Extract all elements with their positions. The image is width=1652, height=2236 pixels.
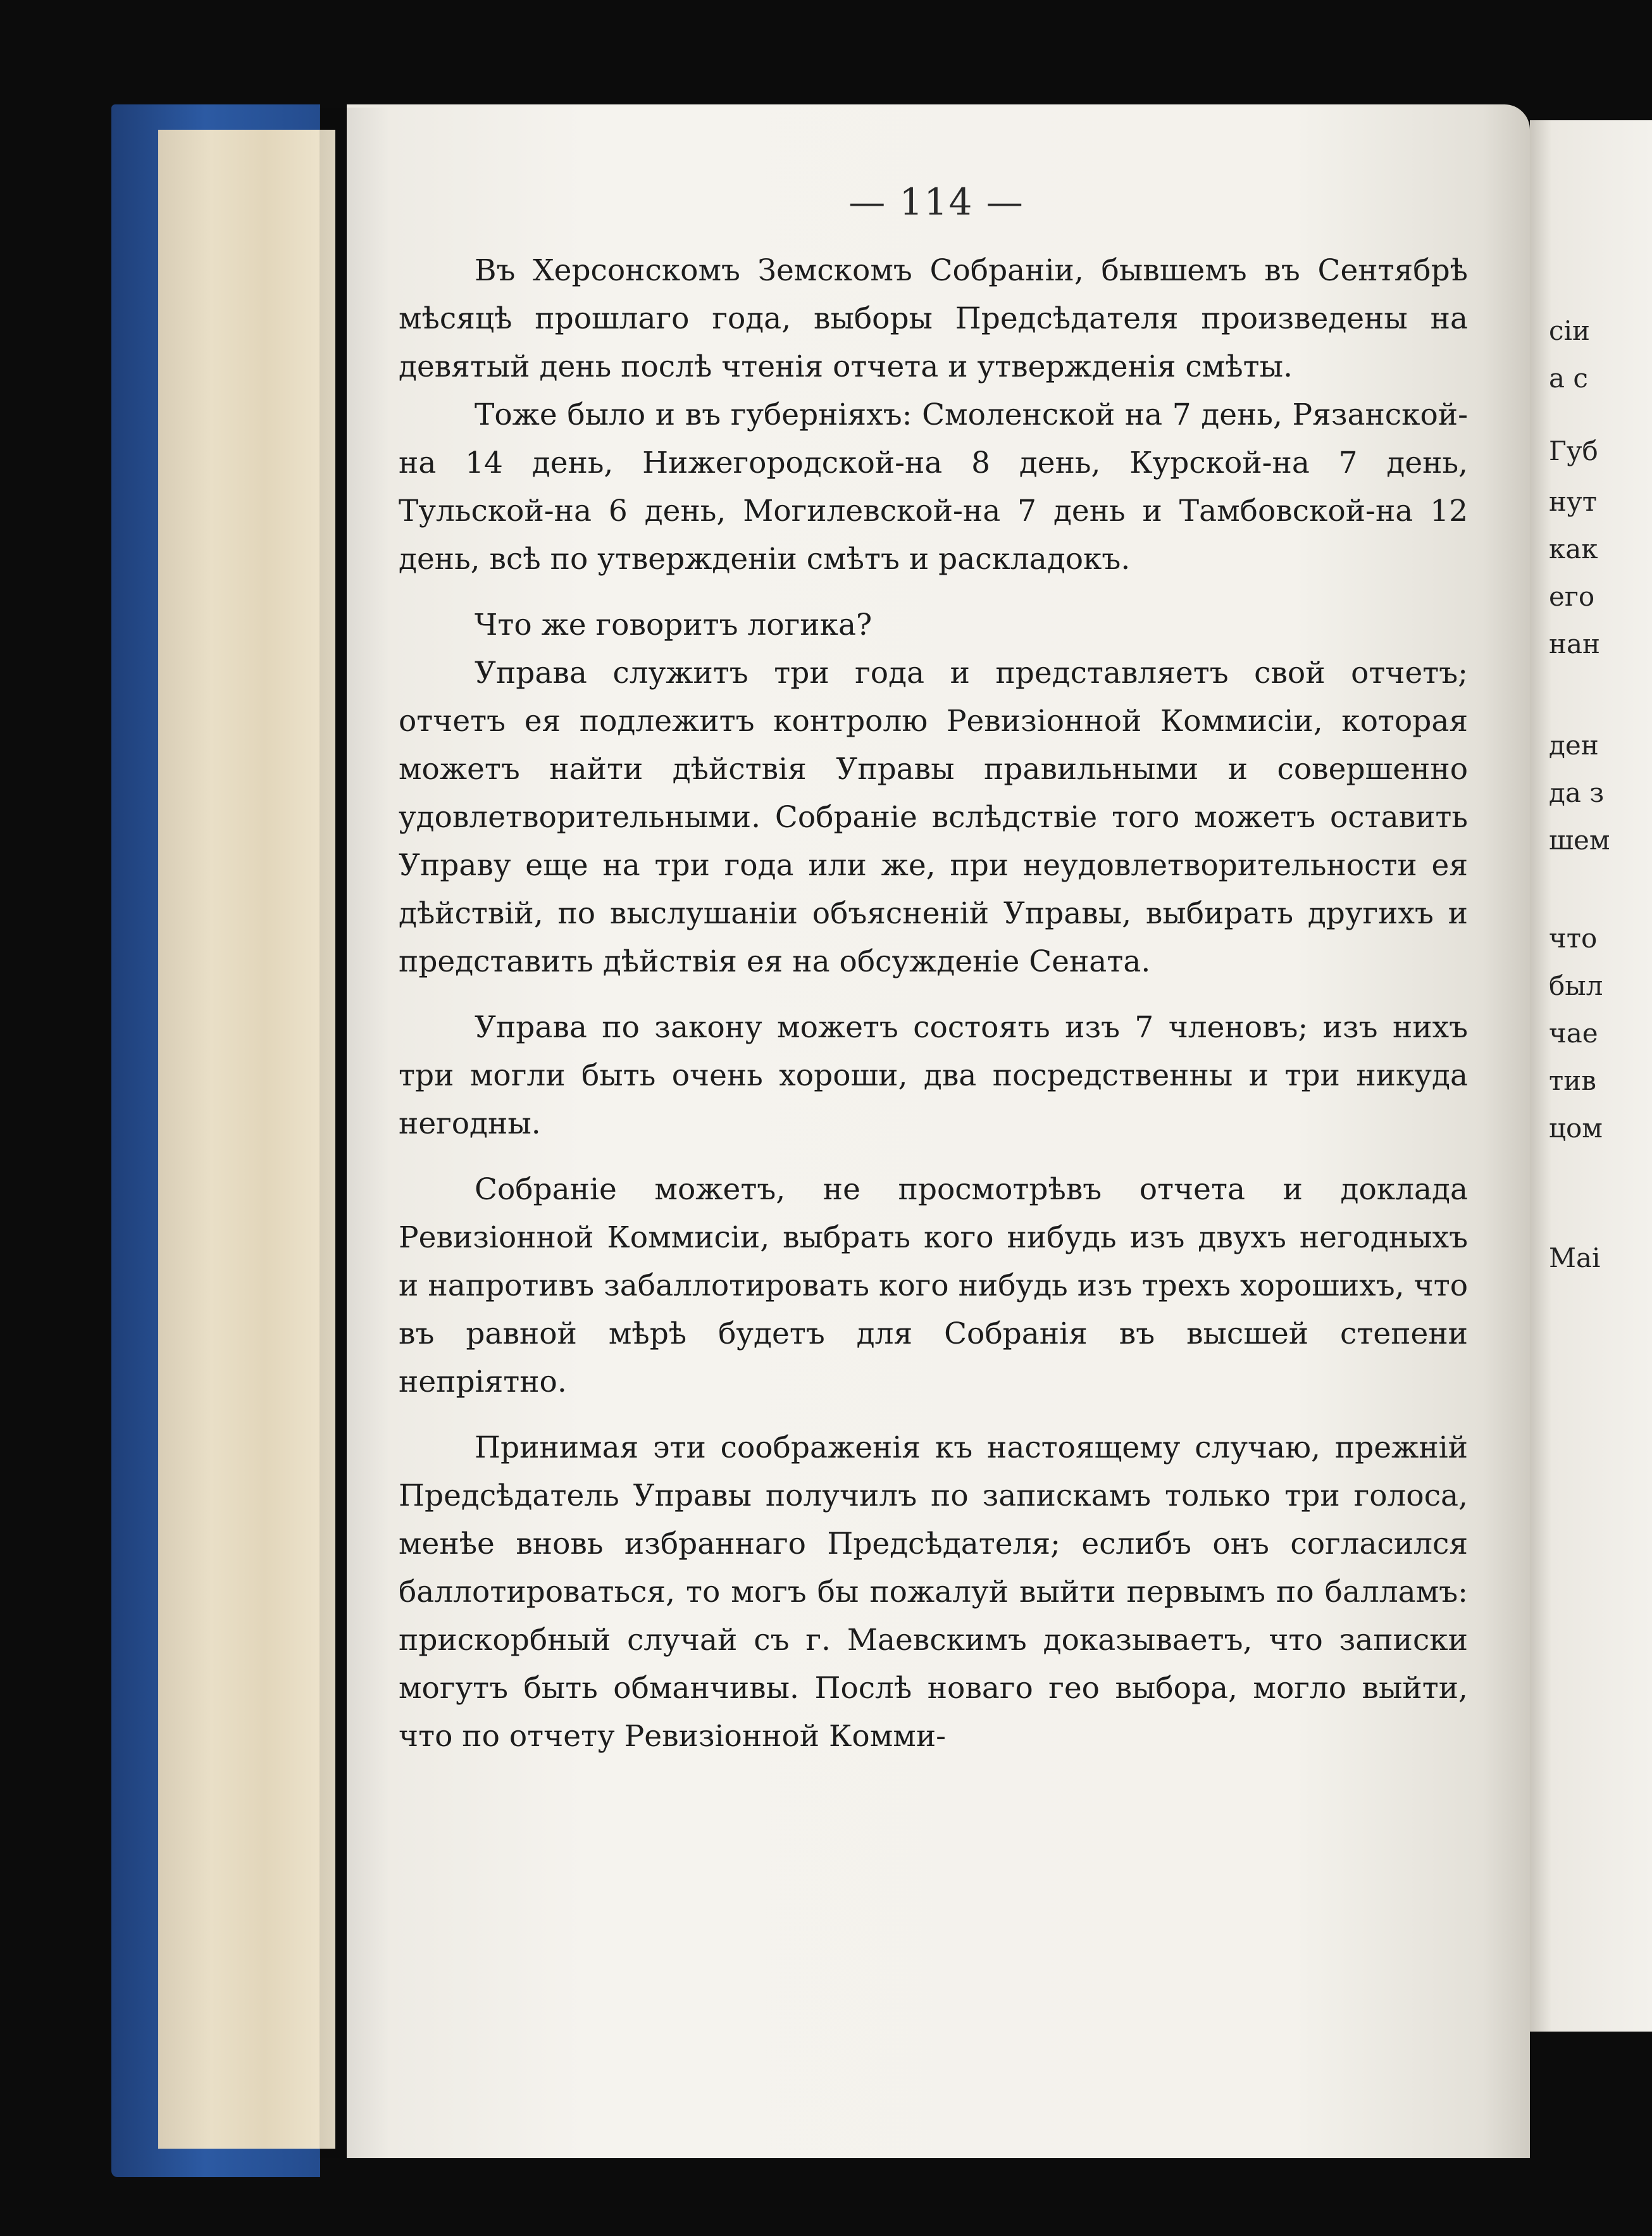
paragraph-text: Что же говоритъ логика?: [475, 608, 873, 642]
next-page-fragment: что: [1549, 923, 1598, 954]
next-page-fragment: ден: [1549, 730, 1599, 761]
next-page-fragment: как: [1549, 534, 1598, 565]
next-page-fragment: тив: [1549, 1065, 1596, 1096]
paragraph: [399, 391, 1468, 584]
next-page-fragment: нут: [1549, 486, 1597, 517]
paragraph-text: Собраніе можетъ, не просмотрѣвъ отчета и доклада Ревизіонной Коммисіи, выбрать кого нибудь изъ двухъ негодныхъ и напротивъ забаллотировать кого нибудь изъ трехъ хорошихъ, что въ равной мѣрѣ будетъ для Собранія въ высшей степени непріятно.: [399, 1172, 1468, 1399]
gutter-shadow: [320, 108, 389, 2158]
next-page-fragment: нан: [1549, 628, 1601, 659]
page-number: — 114 —: [848, 180, 1024, 223]
paragraph-text: Въ Херсонскомъ Земскомъ Собраніи, бывшемъ въ Сентябрѣ мѣсяцѣ прошлаго года, выборы Предсѣдателя произведены на девятый день послѣ чтенія отчета и утвержденія смѣты.: [399, 253, 1468, 384]
paragraph-text: Тоже было и въ губерніяхъ: Смоленской на 7 день, Рязанской-на 14 день, Нижегородской-на 8 день, Курской-на 7 день, Тульской-на 6 день, Могилевской-на 7 день и Тамбовской-на 12 день, всѣ по утвержденіи смѣтъ и раскладокъ.: [399, 397, 1468, 577]
next-page-fragment: Маі: [1549, 1242, 1601, 1273]
next-page-fragment: Губ: [1549, 435, 1598, 466]
paragraph: [399, 1166, 1468, 1406]
paragraph-text: Управа служитъ три года и представляетъ свой отчетъ; отчетъ ея подлежитъ контролю Ревизіонной Коммисіи, которая можетъ найти дѣйствія Управы правильными и совершенно удовлетворительными. Собраніе вслѣдствіе того можетъ оставить Управу еще на три года или же, при неудовлетворительности ея дѣйствій, по выслушаніи объясненій Управы, выбирать другихъ и представить дѣйствія ея на обсужденіе Сената.: [399, 656, 1468, 979]
next-page: [1530, 120, 1652, 2032]
next-page-fragment: сіи: [1549, 315, 1590, 346]
next-page-fragment: а с: [1549, 363, 1588, 394]
paragraph-text: Принимая эти соображенія къ настоящему случаю, прежній Предсѣдатель Управы получилъ по запискамъ только три голоса, менѣе вновь избраннаго Предсѣдателя; еслибъ онъ согласился баллотироваться, то могъ бы пожалуй выйти первымъ по балламъ: прискорбный случай съ г. Маевскимъ доказываетъ, что записки могутъ быть обманчивы. Послѣ новаго гео выбора, могло выйти, что по отчету Ревизіонной Комми-: [399, 1430, 1468, 1754]
page-body: [399, 247, 1468, 1761]
paragraph-text: Управа по закону можетъ состоять изъ 7 членовъ; изъ нихъ три могли быть очень хороши, два посредственны и три никуда негодны.: [399, 1010, 1468, 1141]
page-edges: [158, 130, 335, 2149]
next-page-fragment: да з: [1549, 777, 1605, 808]
paragraph: [399, 247, 1468, 391]
paragraph: [399, 601, 1468, 649]
paragraph: [399, 649, 1468, 986]
next-page-fragment: цом: [1549, 1113, 1603, 1144]
paragraph: [399, 1004, 1468, 1148]
next-page-fragment: его: [1549, 581, 1595, 612]
next-page-fragment: был: [1549, 970, 1603, 1001]
paragraph: [399, 1424, 1468, 1761]
next-page-fragment: шем: [1549, 825, 1610, 856]
next-page-fragment: чае: [1549, 1018, 1598, 1049]
